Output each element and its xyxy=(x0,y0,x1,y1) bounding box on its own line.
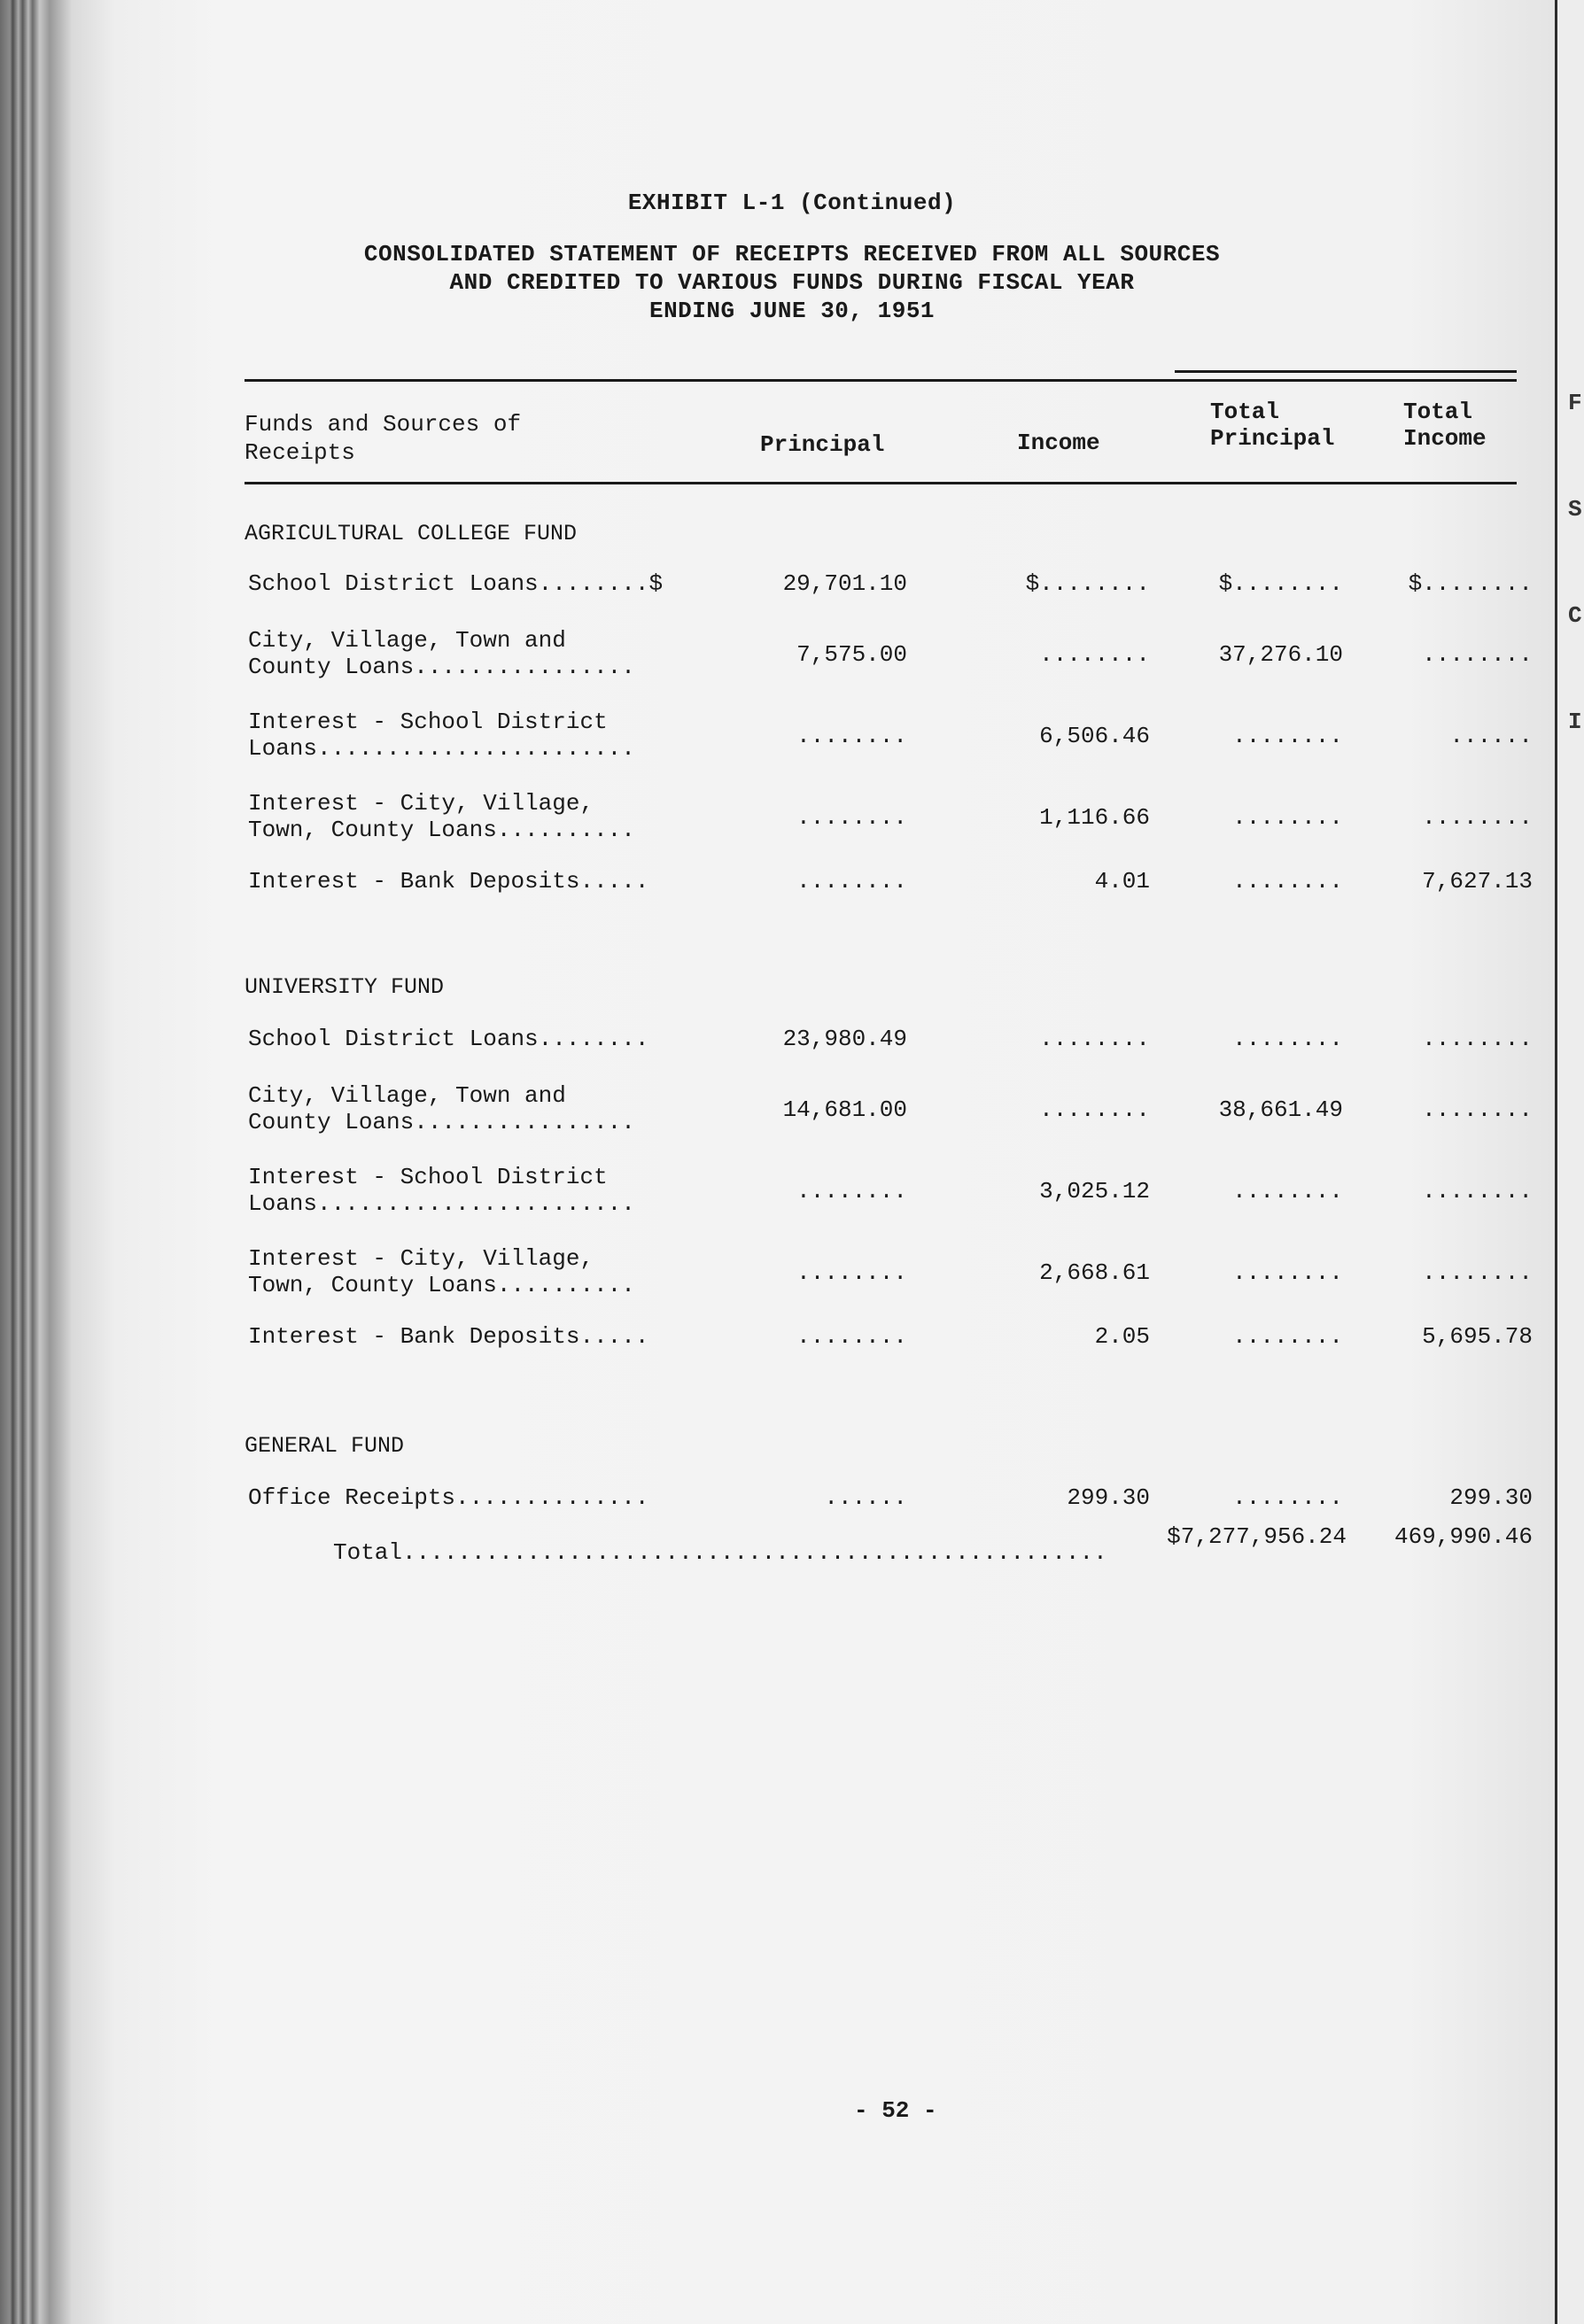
principal-cell: ........ xyxy=(796,1178,907,1205)
section-heading: UNIVERSITY FUND xyxy=(245,974,445,1000)
total-income-cell: ........ xyxy=(1422,1178,1533,1205)
row-label: Interest - City, Village, xyxy=(248,1245,594,1272)
principal-cell: ........ xyxy=(796,868,907,895)
total-income-cell: ........ xyxy=(1422,641,1533,668)
row-label-continued: County Loans................ xyxy=(248,1109,635,1135)
total-principal-cell: ........ xyxy=(1232,723,1343,749)
total-income-cell: ...... xyxy=(1449,723,1533,749)
principal-cell: 23,980.49 xyxy=(782,1026,907,1052)
document-page xyxy=(71,0,1555,2324)
col-header-total-income-2: Income xyxy=(1403,425,1487,452)
total-principal-cell: ........ xyxy=(1232,804,1343,831)
principal-cell: ........ xyxy=(796,723,907,749)
income-cell: 299.30 xyxy=(1067,1484,1150,1511)
total-principal-cell: 38,661.49 xyxy=(1218,1096,1343,1123)
next-page-edge xyxy=(1555,0,1584,2324)
col-header-total-income-1: Total xyxy=(1403,399,1473,425)
income-cell: 1,116.66 xyxy=(1039,804,1150,831)
total-principal-cell: ........ xyxy=(1232,1323,1343,1350)
title-line-2: AND CREDITED TO VARIOUS FUNDS DURING FISCAL YEAR xyxy=(449,269,1135,296)
edge-glyph: I xyxy=(1568,709,1582,735)
total-income-cell: $........ xyxy=(1408,570,1533,597)
grand-total-income: 469,990.46 xyxy=(1394,1523,1533,1550)
income-cell: ........ xyxy=(1039,1096,1150,1123)
principal-cell: ........ xyxy=(796,1323,907,1350)
total-income-cell: 5,695.78 xyxy=(1422,1323,1533,1350)
col-header-income: Income xyxy=(1017,430,1100,456)
edge-glyph: S xyxy=(1568,496,1582,523)
row-label: Interest - Bank Deposits..... xyxy=(248,1323,649,1350)
row-label-continued: County Loans................ xyxy=(248,654,635,680)
income-cell: ........ xyxy=(1039,641,1150,668)
row-label: Interest - School District xyxy=(248,1164,608,1190)
title-line-1: CONSOLIDATED STATEMENT OF RECEIPTS RECEIVED FROM ALL SOURCES xyxy=(363,241,1221,267)
top-rule xyxy=(245,379,1517,382)
title-line-3: ENDING JUNE 30, 1951 xyxy=(648,298,936,324)
col-header-funds-1: Funds and Sources of xyxy=(245,411,522,438)
row-label-continued: Town, County Loans.......... xyxy=(248,1272,635,1298)
principal-cell: 14,681.00 xyxy=(782,1096,907,1123)
total-income-cell: 7,627.13 xyxy=(1422,868,1533,895)
row-label: Interest - Bank Deposits..... xyxy=(248,868,649,895)
row-label: School District Loans........ xyxy=(248,1026,649,1052)
total-principal-cell: ........ xyxy=(1232,1259,1343,1286)
principal-cell: ........ xyxy=(796,804,907,831)
income-cell: 2,668.61 xyxy=(1039,1259,1150,1286)
col-header-total-principal-2: Principal xyxy=(1210,425,1335,452)
principal-cell: ........ xyxy=(796,1259,907,1286)
total-principal-cell: ........ xyxy=(1232,1484,1343,1511)
row-label: City, Village, Town and xyxy=(248,1082,566,1109)
edge-glyph: F xyxy=(1568,390,1582,416)
col-header-principal: Principal xyxy=(760,431,885,458)
income-cell: 4.01 xyxy=(1094,868,1150,895)
row-label: Interest - City, Village, xyxy=(248,790,594,817)
total-income-cell: ........ xyxy=(1422,804,1533,831)
total-income-cell: ........ xyxy=(1422,1026,1533,1052)
total-principal-cell: 37,276.10 xyxy=(1218,641,1343,668)
income-cell: ........ xyxy=(1039,1026,1150,1052)
header-rule xyxy=(245,482,1517,484)
income-cell: 2.05 xyxy=(1094,1323,1150,1350)
grand-total-principal: $7,277,956.24 xyxy=(1167,1523,1347,1550)
income-cell: 6,506.46 xyxy=(1039,723,1150,749)
row-label-continued: Town, County Loans.......... xyxy=(248,817,635,843)
col-header-total-principal-1: Total xyxy=(1210,399,1280,425)
row-label: School District Loans........$ xyxy=(248,570,664,597)
top-rule-short xyxy=(1175,370,1517,373)
row-label: Interest - School District xyxy=(248,709,608,735)
edge-glyph: C xyxy=(1568,602,1582,629)
section-heading: GENERAL FUND xyxy=(245,1433,405,1459)
exhibit-label: EXHIBIT L-1 (Continued) xyxy=(627,190,957,216)
total-principal-cell: ........ xyxy=(1232,1178,1343,1205)
total-income-cell: 299.30 xyxy=(1449,1484,1533,1511)
book-binding xyxy=(0,0,71,2324)
total-principal-cell: ........ xyxy=(1232,1026,1343,1052)
row-label-continued: Loans....................... xyxy=(248,735,635,762)
row-label: Office Receipts.............. xyxy=(248,1484,649,1511)
total-principal-cell: $........ xyxy=(1218,570,1343,597)
income-cell: 3,025.12 xyxy=(1039,1178,1150,1205)
principal-cell: ...... xyxy=(824,1484,907,1511)
page-number: - 52 - xyxy=(854,2097,937,2124)
row-label: City, Village, Town and xyxy=(248,627,566,654)
total-income-cell: ........ xyxy=(1422,1259,1533,1286)
row-label-continued: Loans....................... xyxy=(248,1190,635,1217)
total-principal-cell: ........ xyxy=(1232,868,1343,895)
total-label: Total................................................... xyxy=(333,1539,1107,1566)
col-header-funds-2: Receipts xyxy=(245,439,355,466)
principal-cell: 7,575.00 xyxy=(796,641,907,668)
total-income-cell: ........ xyxy=(1422,1096,1533,1123)
section-heading: AGRICULTURAL COLLEGE FUND xyxy=(245,521,578,546)
principal-cell: 29,701.10 xyxy=(782,570,907,597)
income-cell: $........ xyxy=(1025,570,1150,597)
